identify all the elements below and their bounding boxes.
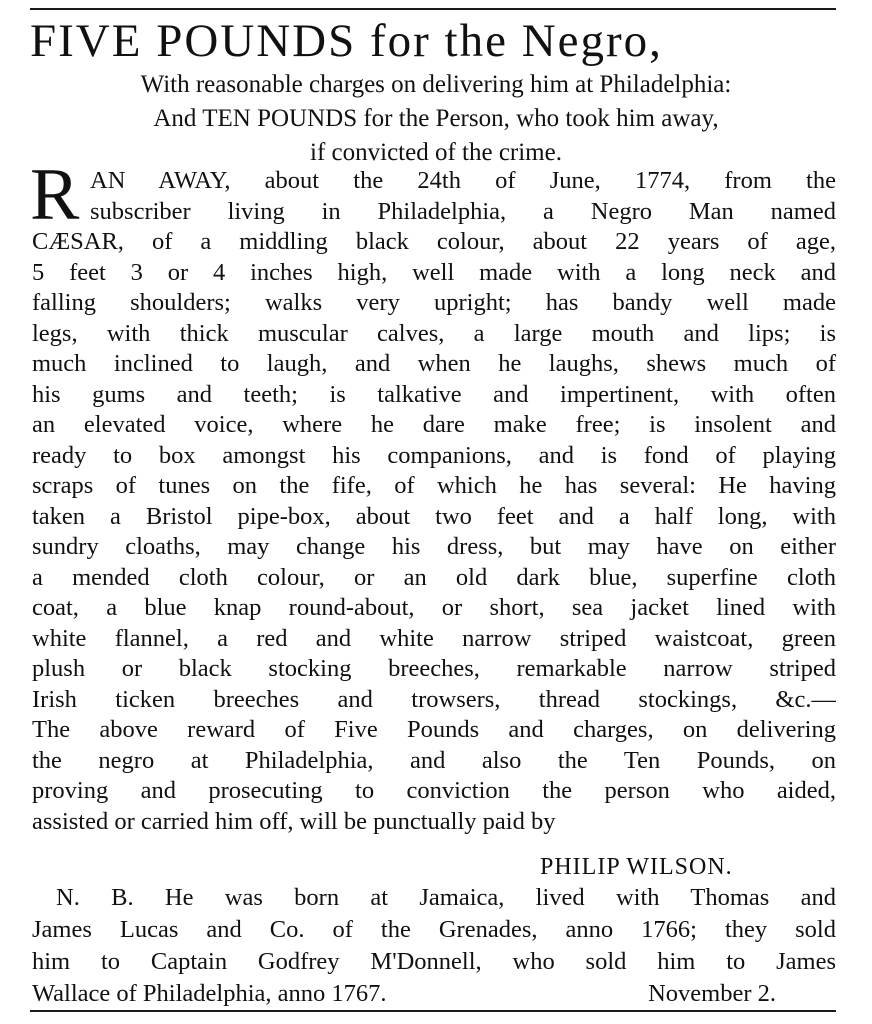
body-line: scraps of tunes on the fife, of which he has several: He having [32, 472, 836, 499]
nb-line: N. B. He was born at Jamaica, lived with Thomas and [56, 884, 836, 911]
body-line: falling shoulders; walks very upright; has bandy well made [32, 289, 836, 316]
bottom-rule [30, 1010, 836, 1012]
body-line: 5 feet 3 or 4 inches high, well made with a long neck and [32, 258, 836, 286]
body-line: sundry cloaths, may change his dress, but may have on either [32, 533, 836, 560]
nb-line-final [32, 978, 836, 1010]
advertisement-body [32, 166, 836, 837]
subhead-ten-pounds: And TEN POUNDS for the Person, who took him away, [153, 105, 719, 132]
body-line: subscriber living in Philadelphia, a Negro Man named [90, 197, 836, 225]
body-line: ready to box amongst his companions, and is fond of playing [32, 441, 836, 469]
headline: FIVE POUNDS for the Negro, [30, 15, 663, 67]
top-rule [30, 8, 836, 10]
subhead-if-convicted: if convicted of the crime. [310, 139, 562, 166]
date-line: November 2. [648, 980, 776, 1007]
nota-bene [32, 882, 836, 1010]
body-line: Irish ticken breeches and trowsers, thread stockings, &c.— [32, 685, 836, 713]
signature: PHILIP WILSON. [540, 854, 733, 880]
body-line: legs, with thick muscular calves, a large mouth and lips; is [32, 319, 836, 347]
nb-line: him to Captain Godfrey M'Donnell, who sold him to James [32, 948, 836, 975]
body-line: proving and prosecuting to conviction the person who aided, [32, 777, 836, 804]
subhead-reasonable-charges: With reasonable charges on delivering him at Philadelphia: [140, 71, 732, 98]
body-line: The above reward of Five Pounds and charges, on delivering [32, 716, 836, 743]
body-line: much inclined to laugh, and when he laughs, shews much of [32, 350, 836, 377]
drop-cap-letter: R [30, 154, 80, 236]
body-line: assisted or carried him off, will be punctually paid by [32, 807, 556, 835]
nb-line: James Lucas and Co. of the Grenades, anno 1766; they sold [32, 916, 836, 943]
body-line: AN AWAY, about the 24th of June, 1774, from the [90, 167, 836, 194]
body-line: coat, a blue knap round-about, or short, sea jacket lined with [32, 594, 836, 621]
body-line: white flannel, a red and white narrow striped waistcoat, green [32, 624, 836, 652]
body-line: his gums and teeth; is talkative and impertinent, with often [32, 380, 836, 408]
body-line: taken a Bristol pipe-box, about two feet and a half long, with [32, 502, 836, 530]
body-line: a mended cloth colour, or an old dark blue, superfine cloth [32, 563, 836, 591]
nb-line: Wallace of Philadelphia, anno 1767. [32, 980, 387, 1007]
body-line: the negro at Philadelphia, and also the Ten Pounds, on [32, 746, 836, 774]
body-line: an elevated voice, where he dare make free; is insolent and [32, 411, 836, 438]
body-line: plush or black stocking breeches, remarkable narrow striped [32, 655, 836, 682]
body-line: CÆSAR, of a middling black colour, about 22 years of age, [32, 228, 836, 255]
